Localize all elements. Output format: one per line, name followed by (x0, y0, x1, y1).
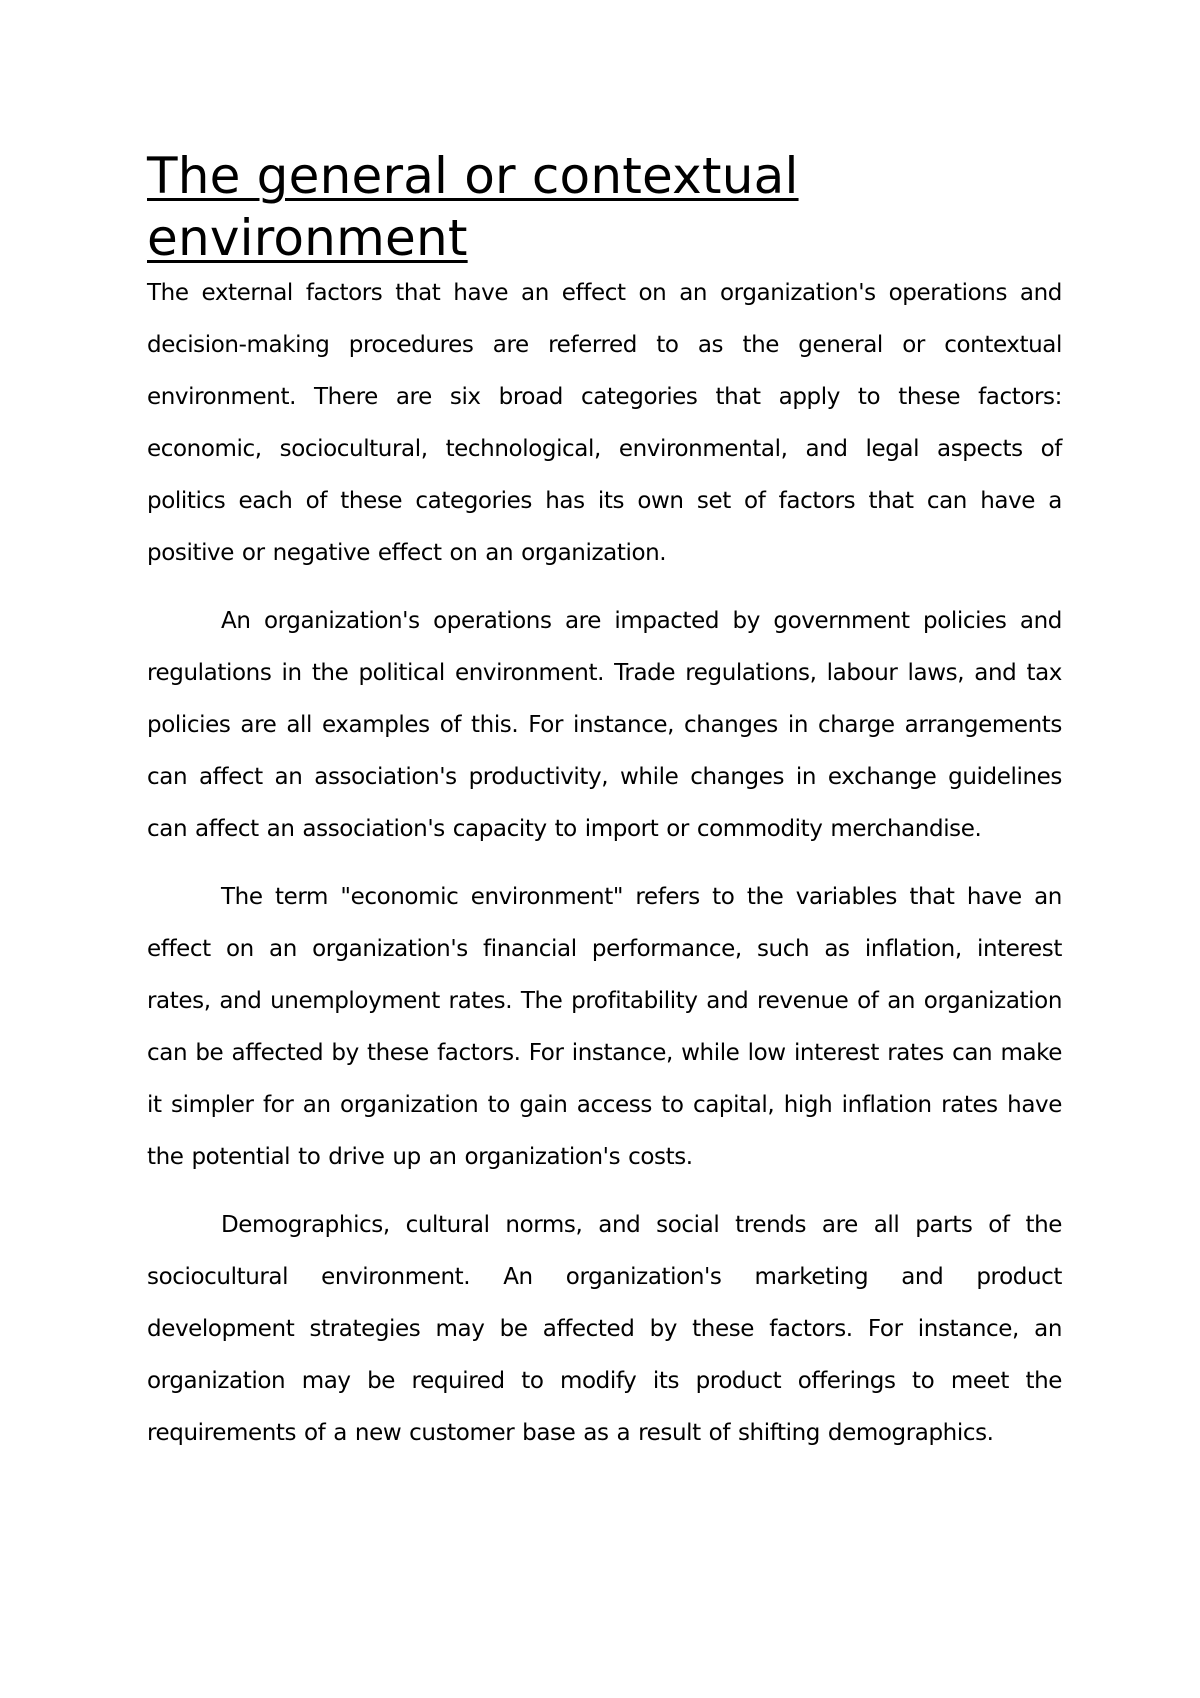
document-title: The general or contextual environment (147, 147, 799, 267)
paragraph-intro: The external factors that have an effect on an organization's operations and decision-making procedures are referred to as the general or contextual environment. There are six broad categories that apply to these factors: economic, sociocultural, technological, environmental, and legal aspects of politics each of these categories has its own set of factors that can have a positive or negative effect on an organization. (147, 280, 1062, 566)
paragraph-political: An organization's operations are impacted by government policies and regulations in the political environment. Trade regulations, labour laws, and tax policies are all examples of this. For instance, changes in charge arrangements can affect an association's productivity, while changes in exchange guidelines can affect an association's capacity to import or commodity merchandise. (147, 608, 1062, 842)
paragraph-economic: The term "economic environment" refers to the variables that have an effect on an organization's financial performance, such as inflation, interest rates, and unemployment rates. The profitability and revenue of an organization can be affected by these factors. For instance, while low interest rates can make it simpler for an organization to gain access to capital, high inflation rates have the potential to drive up an organization's costs. (147, 884, 1062, 1170)
document-body (147, 145, 1062, 1459)
paragraph-sociocultural: Demographics, cultural norms, and social trends are all parts of the sociocultural environment. An organization's marketing and product development strategies may be affected by these factors. For instance, an organization may be required to modify its product offerings to meet the requirements of a new customer base as a result of shifting demographics. (147, 1212, 1062, 1446)
